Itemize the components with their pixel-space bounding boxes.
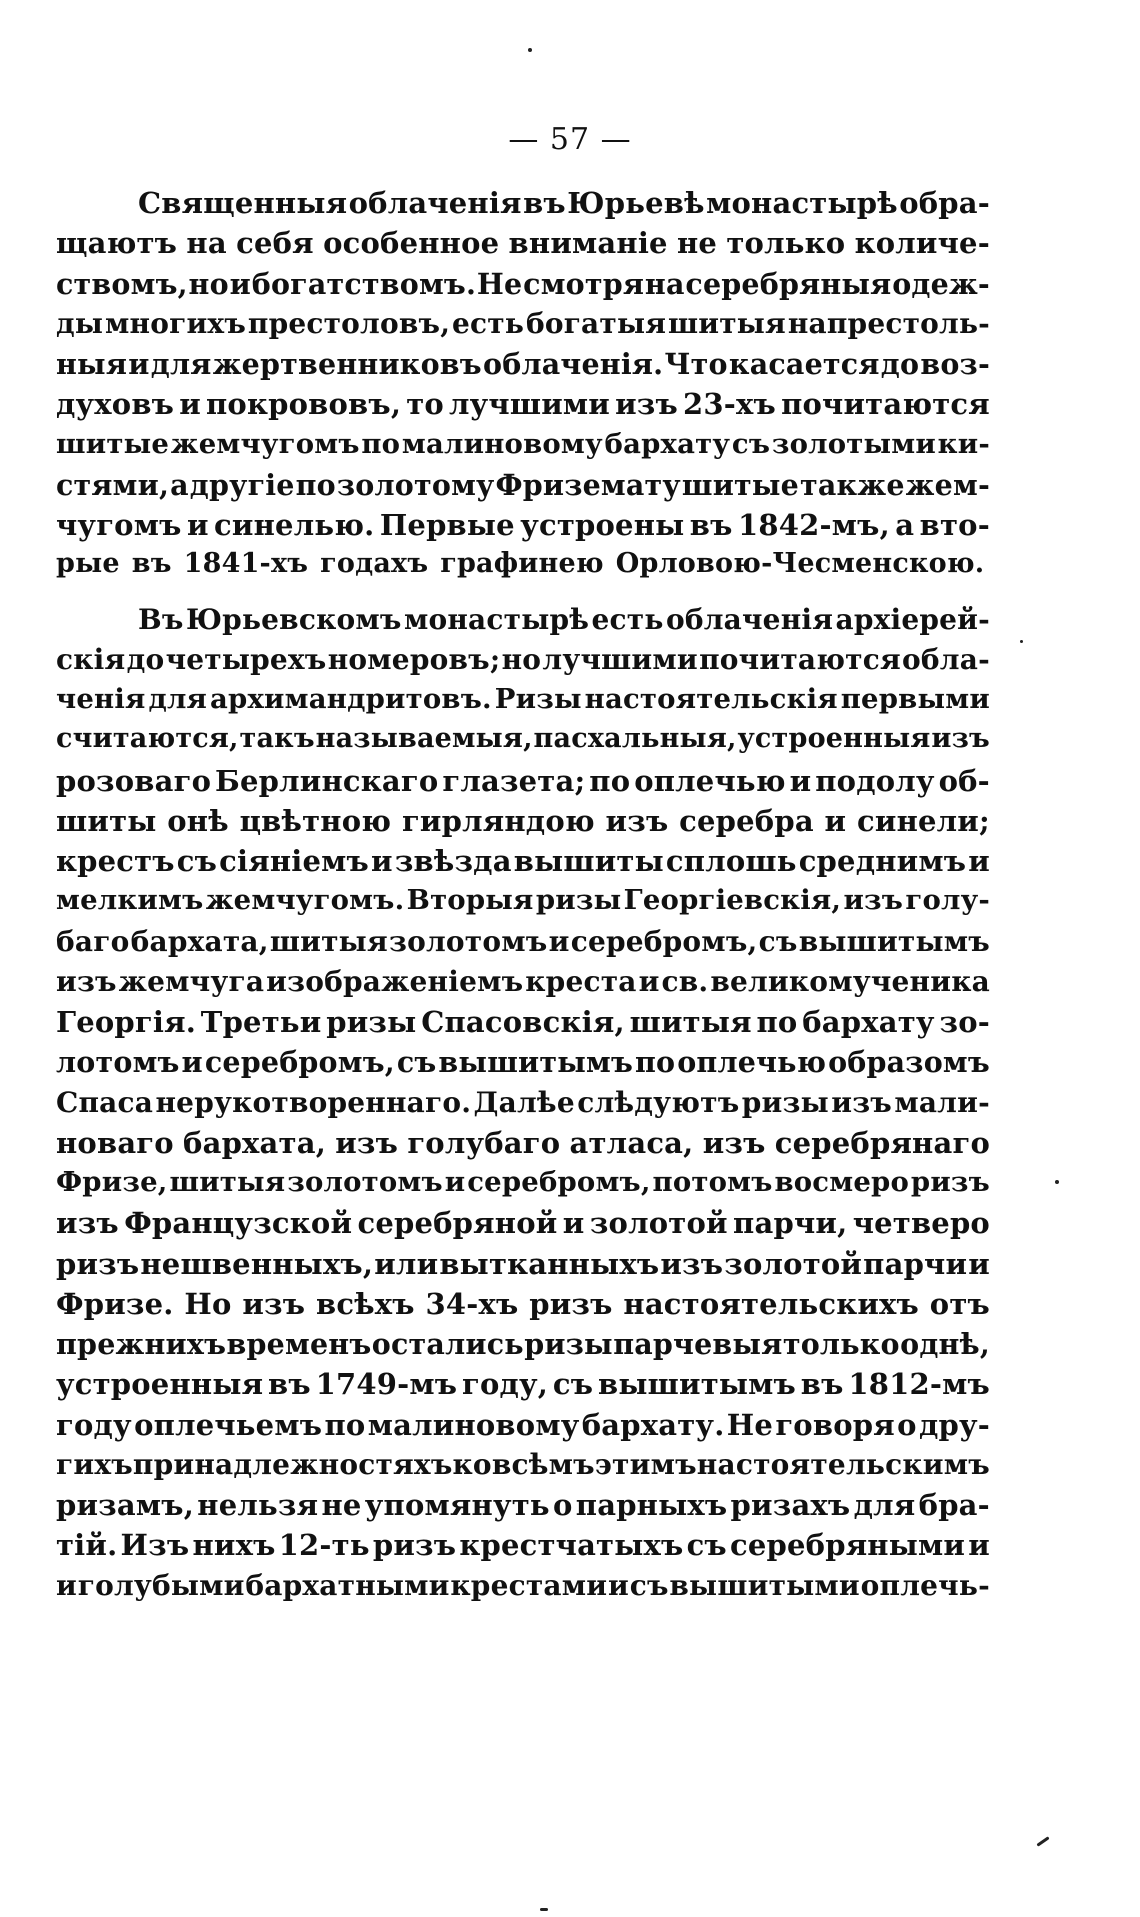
text-line: ствомъ, но и богатствомъ. Не смотря на серебряныя одеж- <box>56 266 990 301</box>
text-line: Фризе, шитыя золотомъ и серебромъ, потомъ восмеро ризъ <box>56 1166 990 1198</box>
body-text <box>56 186 990 1609</box>
text-line: ризъ нешвенныхъ, или вытканныхъ изъ золотой парчи и <box>56 1246 990 1281</box>
text-line: ды многихъ престоловъ, есть богатыя шитыя напрестоль- <box>56 306 990 340</box>
text-line: Фризе. Но изъ всѣхъ 34-хъ ризъ настоятельскихъ отъ <box>56 1286 990 1321</box>
text-line: шитые жемчугомъ по малиновому бархату съ золотыми ки- <box>56 427 990 460</box>
paragraph-2 <box>56 603 990 1609</box>
scan-speck <box>540 1908 548 1911</box>
text-line: изъ жемчуга изображеніемъ креста и св. великомученика <box>56 964 990 998</box>
text-line: Священныя облаченія въ Юрьевѣ монастырѣ обра- <box>138 186 990 220</box>
text-line: ризамъ, нельзя не упомянуть о парныхъ ризахъ для бра- <box>56 1488 990 1522</box>
text-line: шиты онѣ цвѣтною гирляндою изъ серебра и синели; <box>56 803 990 838</box>
text-line: лотомъ и серебромъ, съ вышитымъ по оплечью образомъ <box>56 1045 990 1080</box>
text-line: устроенныя въ 1749-мъ году, съ вышитымъ въ 1812-мъ <box>56 1367 990 1402</box>
scan-speck <box>1036 1836 1049 1846</box>
text-line: Спаса нерукотвореннаго. Далѣе слѣдуютъ ризы изъ мали- <box>56 1085 990 1119</box>
text-line: новаго бархата, изъ голубаго атласа, изъ серебрянаго <box>56 1125 990 1160</box>
text-line: ченія для архимандритовъ. Ризы настоятельскія первыми <box>56 683 990 715</box>
text-line: изъ Французской серебряной и золотой парчи, четверо <box>56 1206 990 1241</box>
text-line: году оплечьемъ по малиновому бархату. Не говоря о дру- <box>56 1407 990 1442</box>
text-line: духовъ и покрововъ, то лучшими изъ 23-хъ почитаются <box>56 387 990 422</box>
text-line: тій. Изъ нихъ 12-ть ризъ крестчатыхъ съ серебряными и <box>56 1528 990 1563</box>
text-line: и голубыми бархатными крестами и съ вышитыми оплечь- <box>56 1568 990 1602</box>
text-line: скія до четырехъ номеровъ; но лучшими почитаются обла- <box>56 642 990 676</box>
page-number: — 57 — <box>508 122 632 157</box>
text-line: Георгія. Третьи ризы Спасовскія, шитыя по бархату зо- <box>56 1005 990 1039</box>
paragraph-1 <box>56 186 990 589</box>
text-line: мелкимъ жемчугомъ. Вторыя ризы Георгіевскія, изъ голу- <box>56 884 990 917</box>
text-line: розоваго Берлинскаго глазета; по оплечью и подолу об- <box>56 763 990 798</box>
text-line: стями, а другіе по золотому Фриземату шитые также жем- <box>56 467 990 502</box>
text-line: прежнихъ временъ остались ризы парчевыя только однѣ, <box>56 1327 990 1361</box>
text-line: Въ Юрьевскомъ монастырѣ есть облаченія архіерей- <box>138 602 990 636</box>
text-line: чугомъ и синелью. Первые устроены въ 1842-мъ, а вто- <box>56 508 990 542</box>
text-line: ныя и для жертвенниковъ облаченія. Что касается до воз- <box>56 347 990 381</box>
scan-speck <box>528 48 532 52</box>
text-line: крестъ съ сіяніемъ и звѣзда вышиты сплошь среднимъ и <box>56 844 990 878</box>
text-line: гихъ принадлежностяхъ ко всѣмъ этимъ настоятельскимъ <box>56 1447 990 1481</box>
scan-speck <box>1020 640 1023 643</box>
scan-speck <box>1055 1180 1059 1184</box>
text-line: щаютъ на себя особенное вниманіе не только количе- <box>56 226 990 261</box>
text-line: баго бархата, шитыя золотомъ и серебромъ, съ вышитымъ <box>56 924 990 958</box>
text-line: считаются, такъ называемыя, пасхальныя, устроенныя изъ <box>56 723 990 755</box>
text-line: рые въ 1841-хъ годахъ графинею Орловою-Чесменскою. <box>56 548 985 580</box>
